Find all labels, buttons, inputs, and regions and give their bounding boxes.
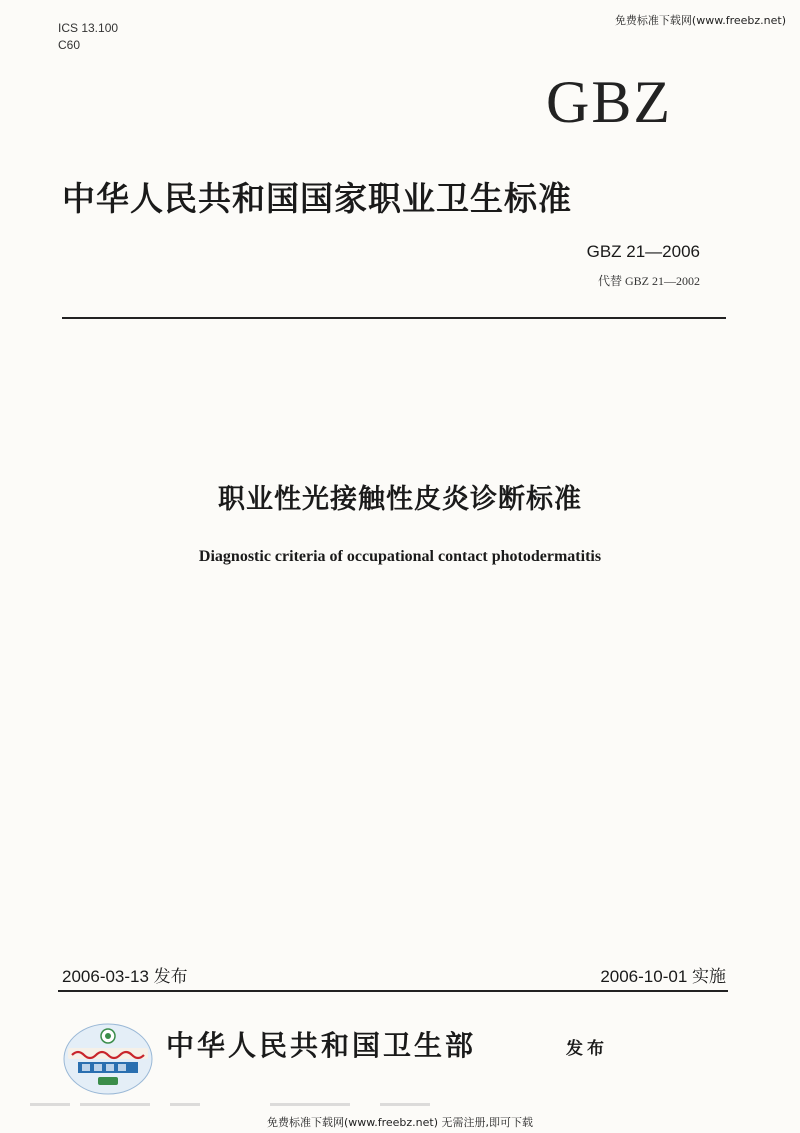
implementation-date: 2006-10-01 实施: [600, 967, 726, 986]
document-title-cn: 职业性光接触性皮炎诊断标准: [218, 484, 582, 515]
gbz-logo: GBZ: [546, 69, 672, 135]
watermark-top: 免费标准下载网(www.freebz.net): [614, 14, 786, 27]
ics-code: ICS 13.100: [58, 21, 119, 35]
issue-date: 2006-03-13 发布: [62, 967, 188, 986]
classification-codes: [58, 20, 118, 54]
standard-type: 中华人民共和国国家职业卫生标准: [62, 179, 572, 218]
document-title-en: Diagnostic criteria of occupational contact photodermatitis: [198, 548, 602, 565]
faint-scan-residue: [0, 1096, 500, 1108]
watermark-bottom: 免费标准下载网(www.freebz.net) 无需注册,即可下载: [266, 1116, 534, 1129]
replaces-standard: 代替 GBZ 21—2002: [597, 274, 700, 288]
publisher-seal-icon: [62, 1022, 154, 1096]
divider-bottom: [58, 990, 728, 992]
publish-label: 发布: [566, 1039, 608, 1059]
class-code: C60: [58, 38, 81, 52]
standard-number: GBZ 21—2006: [586, 242, 700, 261]
publisher-name: 中华人民共和国卫生部: [166, 1029, 477, 1062]
divider-top: [62, 317, 726, 319]
